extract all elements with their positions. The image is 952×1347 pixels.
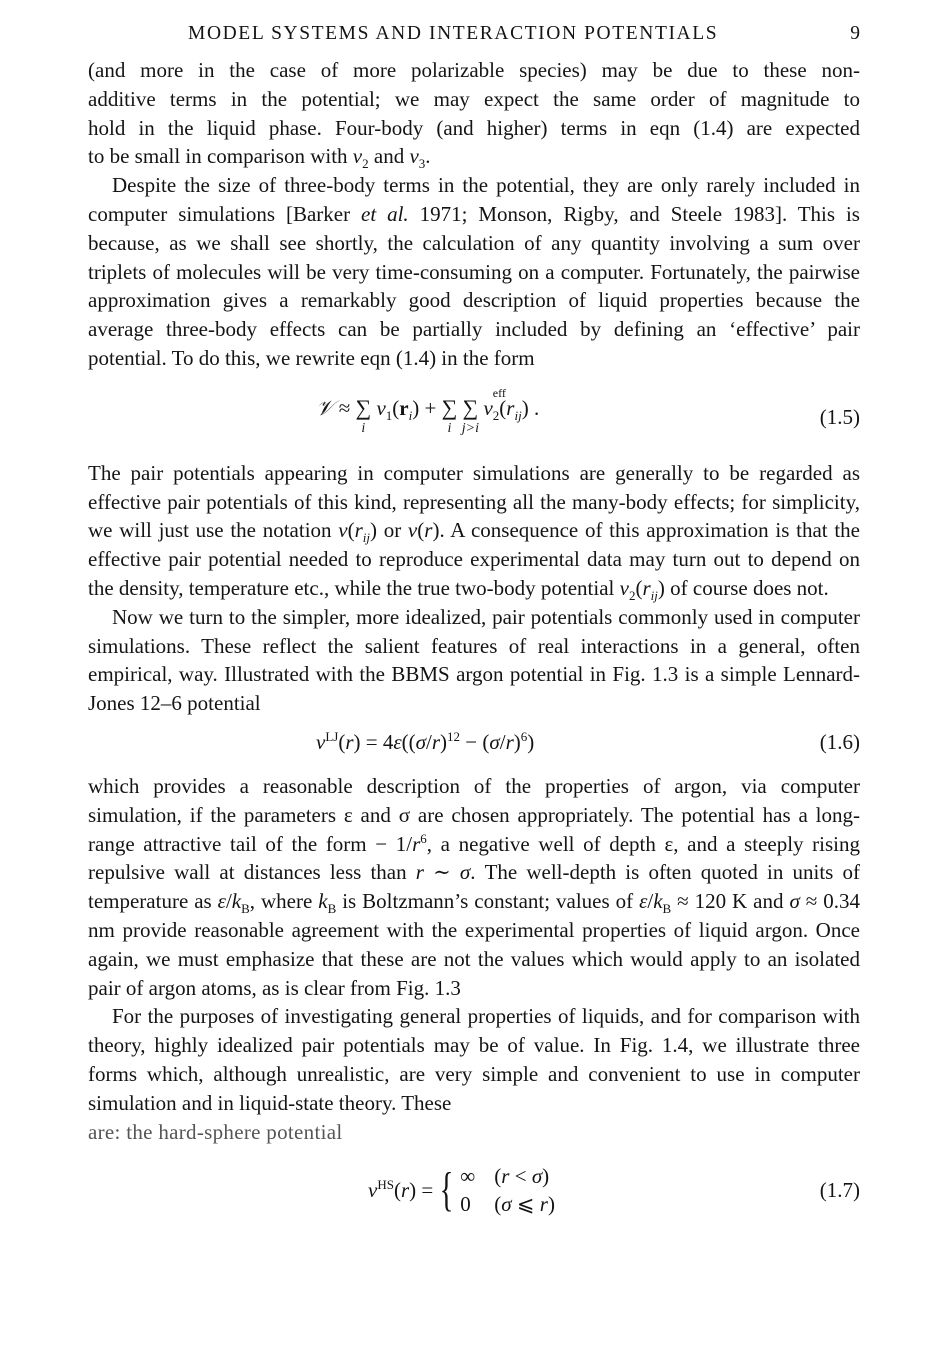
p1-line-2: additive terms in the potential; we may expect the same order of magnitude to <box>88 86 860 111</box>
p1-text-a: to be small in comparison with <box>88 144 353 169</box>
p5-text-g: provide reasonable agreement with the experimental properties of liquid argon. Once again, we must emphasize that these are not the values which would apply to an isolated pair of argon atoms, as is clear from Fig. 1.3 <box>88 917 860 1000</box>
p5-text-c: . The well-depth is often quoted in units of temperature as <box>88 860 860 914</box>
equation-1-7-number: (1.7) <box>819 1178 860 1203</box>
paragraph-6: For the purposes of investigating general properties of liquids, and for comparison with theory, highly idealized pair potentials may be of value. In Fig. 1.4, we illustrate three forms which, although unrealistic, are very simple and convenient to use in computer simulation and in liquid-state theory. These <box>88 1004 860 1115</box>
paragraph-3: The pair potentials appearing in computer simulations are generally to be regarded as effective pair potentials of this kind, representing all the many-body effects; for simplicity, we will just use the notation $v(r_{ij})$ or v(r). A consequence of this approximation is that the effective pair potential needed to reproduce experimental data may turn out to depend on the density, temperature etc., while the true two-body potential $v_2(r_{ij})$ of course does not. <box>88 460 860 604</box>
equation-1-5-body: 𝒱 ≈ ∑ i $v_1(r_i)$ + ∑ i ∑ j>i v $_{eff 2}(r_{ij})$ . <box>316 385 540 436</box>
equation-1-7 <box>88 1156 860 1236</box>
p3-text-a: The pair potentials appearing in computer simulations are generally to be regarded as effective pair potentials of this kind, representing all the many-body effects; for simplicity, we will just use the notation <box>88 460 860 543</box>
paragraph-4: Now we turn to the simpler, more idealized, pair potentials commonly used in computer simulations. These reflect the salient features of real interactions in a general, often empirical, way. Illustrated with the BBMS argon potential in Fig. 1.3 is a simple Lennard-Jones 12–6 potential <box>88 604 860 716</box>
p3-text-b: or <box>377 518 408 543</box>
p5-text-a: which provides a reasonable description of the properties of argon, via computer simulation, if the parameters ε and σ are chosen appropriately. The potential has a long-range attractive tail of the form <box>88 773 860 856</box>
equation-1-6 <box>88 722 860 766</box>
p5-text-b: , a negative well of depth ε, and a steeply rising repulsive wall at distances less than <box>88 831 860 885</box>
equation-1-7-body: $v^{HS}(r)$ = { ∞ (r < σ) 0 (σ ⩽ r) <box>368 1163 555 1217</box>
p3-text-c: . A consequence of this approximation is that the effective pair potential needed to reproduce experimental data may turn out to depend on the density, temperature etc., while the true two-body potential <box>88 518 860 600</box>
p5-text-d: , where <box>249 889 319 914</box>
p1-text-c: . <box>425 144 431 169</box>
equation-1-6-number: (1.6) <box>819 729 860 754</box>
page <box>88 20 860 1236</box>
paragraph-5: which provides a reasonable description of the properties of argon, via computer simulation, if the parameters ε and σ are chosen appropriately. The potential has a long-range attractive tail of the form − $1/r^6$, a negative well of depth ε, and a steeply rising repulsive wall at distances less than r ∼ σ. The well-depth is often quoted in units of temperature as $\varepsilon/k_B$, where $k_B$ is Boltzmann’s constant; values of $\varepsilon/k_B \approx 120$ K and σ ≈ 0.34 nm provide reasonable agreement with the experimental properties of liquid argon. Once again, we must emphasize that these are not the values which would apply to an isolated pair of argon atoms, as is clear from Fig. 1.3 <box>88 773 860 1000</box>
running-header <box>88 20 860 56</box>
equation-1-5 <box>88 387 860 457</box>
equation-1-6-body: $v^{LJ}(r) = 4\varepsilon((\sigma/r)^{12} - (\sigma/r)^6)$ <box>316 728 535 754</box>
p2-et-al: et al. <box>361 201 409 226</box>
p2-text-a: Despite the size of three-body terms in the potential, they are only rarely included in computer simulations [Barker <box>88 173 860 226</box>
paragraph-1 <box>88 56 860 171</box>
p3-text-d: of course does not. <box>664 575 829 600</box>
p1-line-3: hold in the liquid phase. Four-body (and higher) terms in eqn (1.4) are expected <box>88 115 860 140</box>
p5-text-e: is Boltzmann’s constant; values of <box>336 889 640 914</box>
paragraph-6-last-line: are: the hard-sphere potential <box>88 1119 343 1144</box>
page-number: 9 <box>850 23 860 44</box>
equation-1-5-number: (1.5) <box>819 404 860 429</box>
p5-text-f: and <box>747 889 790 914</box>
running-title: MODEL SYSTEMS AND INTERACTION POTENTIALS <box>188 23 719 44</box>
p2-text-b: 1971; Monson, Rigby, and Steele 1983]. This is because, as we shall see shortly, the calculation of any quantity involving a sum over triplets of molecules will be very time-consuming on a computer. Fortunately, the pairwise approximation gives a remarkably good description of liquid properties because the average three-body effects can be partially included by defining an ‘effective’ pair potential. To do this, we rewrite eqn (1.4) in the form <box>88 201 860 370</box>
p1-line-4: to be small in comparison with $v_2$ and $v_3$. <box>88 144 431 172</box>
p1-line-1: (and more in the case of more polarizable species) may be due to these non- <box>88 58 860 82</box>
paragraph-2 <box>88 171 860 373</box>
p1-text-b: and <box>368 144 410 169</box>
